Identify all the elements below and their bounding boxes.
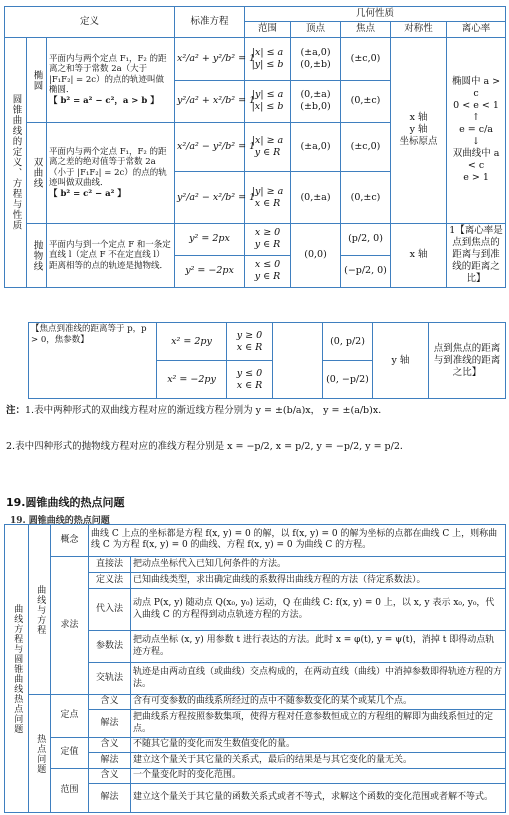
t3-fixed-val: 定值 xyxy=(51,738,89,769)
t3-direct: 直接法 xyxy=(89,556,131,572)
ellipse-vertex2b: (±b,0) xyxy=(300,101,331,113)
hyperbola-range2b: x ∈ R xyxy=(254,197,281,209)
table2-note: 【焦点到准线的距离等于 p，p > 0，焦参数】 xyxy=(31,324,147,345)
header-geometry: 几何性质 xyxy=(245,7,506,22)
parabola-focus1: (p/2, 0) xyxy=(341,223,391,255)
ellipse-focus1: (±c,0) xyxy=(341,37,391,80)
parabola-focus2: (−p/2, 0) xyxy=(341,255,391,287)
t3-inter-text: 轨迹是由两动直线（或曲线）交点构成的，在两动直线（曲线）中消掉参数即得轨迹方程的方法。 xyxy=(131,663,506,695)
table2-range1-cell xyxy=(227,323,273,361)
table2-focus1: (0, p/2) xyxy=(323,323,373,361)
t3-define-text: 已知曲线类型，求出确定曲线的系数得出曲线方程的方法（待定系数法）。 xyxy=(131,572,506,588)
parabola-range2b: y ∈ R xyxy=(254,271,281,283)
ellipse-label: 椭圆 xyxy=(31,69,43,91)
hyperbola-vertex1: (±a,0) xyxy=(291,123,341,172)
parabola-label-cell xyxy=(27,223,47,287)
ellipse-range2b: |x| ≤ b xyxy=(251,101,284,113)
t3-direct-text: 把动点坐标代入已知几何条件的方法。 xyxy=(131,556,506,572)
t3-curve-eq: 曲线与方程 xyxy=(35,584,46,635)
t3-param-text: 把动点坐标 (x, y) 用参数 t 进行表达的方法。此时 x = φ(t), y = ψ(t)，消掉 t 即得动点轨迹方程。 xyxy=(131,631,506,663)
hyperbola-label-cell xyxy=(27,123,47,223)
parabola-label: 抛物线 xyxy=(31,239,43,272)
table2-symmetry: y 轴 xyxy=(373,323,429,399)
parabola-symmetry: x 轴 xyxy=(391,223,447,287)
hyperbola-label: 双曲线 xyxy=(31,157,43,189)
hyperbola-focus2: (0,±c) xyxy=(341,172,391,223)
hyperbola-focus1: (±c,0) xyxy=(341,123,391,172)
t3-sub: 代入法 xyxy=(89,588,131,631)
t3-hot-cell xyxy=(29,695,51,813)
ellipse-vertex1-cell xyxy=(291,37,341,80)
ellipse-range2-cell xyxy=(245,80,291,123)
side-label: 圆锥曲线的定义、方程与性质 xyxy=(10,94,22,231)
hyperbola-range2: |y| ≥ a xyxy=(251,185,284,197)
t3-rg-meaning: 一个量变化时的变化范围。 xyxy=(131,768,506,783)
conic-properties-table xyxy=(4,6,506,288)
eccentricity-text: 椭圆中 a > c 0 < e < 1 ↑ e = c/a ↓ 双曲线中 a < c e > 1 xyxy=(447,37,506,223)
note-1-text: 1.表中两种形式的双曲线方程对应的渐近线方程分别为 y = ±(b/a)x， y = ±(a/b)x． xyxy=(25,405,388,416)
parabola-vertex: (0,0) xyxy=(291,223,341,287)
parabola-eq2: y² = −2px xyxy=(175,255,245,287)
hyperbola-vertex2: (0,±a) xyxy=(291,172,341,223)
header-focus: 焦点 xyxy=(341,22,391,37)
parabola-definition: 平面内与到一个定点 F 和一条定直线 l（定点 F 不在定直线 l）距离相等的点的轨迹是抛物线． xyxy=(49,239,171,271)
ellipse-definition-cell xyxy=(47,37,175,123)
header-standard-eq: 标准方程 xyxy=(175,7,245,38)
hyperbola-range1: |x| ≥ a xyxy=(251,135,284,147)
ellipse-vertex1: (±a,0) xyxy=(300,46,331,58)
ellipse-range1: |x| ≤ a xyxy=(251,46,284,58)
section-title: 19.圆锥曲线的热点问题 xyxy=(6,496,125,509)
table2-range2-cell xyxy=(227,361,273,399)
t3-concept-text: 曲线 C 上点的坐标都是方程 f(x, y) = 0 的解，以 f(x, y) = 0 的解为坐标的点都在曲线 C 上，则称曲线 C 为方程 f(x, y) = 0 的曲线、方程 f(x, y) = 0 为曲线 C 的方程。 xyxy=(89,525,506,557)
table2-range1b: x ∈ R xyxy=(236,341,263,353)
t3-side-cell xyxy=(5,525,29,813)
t3-fixed-pt: 定点 xyxy=(51,695,89,738)
t3-sub-text: 动点 P(x, y) 随动点 Q(x₀, y₀) 运动，Q 在曲线 C: f(x, y) = 0 上，以 x, y 表示 x₀, y₀，代入曲线 C 的方程得到动点轨迹方程的方法。 xyxy=(131,588,506,631)
hyperbola-definition: 平面内与两个定点 F₁，F₂ 的距离之差的绝对值等于常数 2a（小于 |F₁F₂| = 2c）的点的轨迹叫做双曲线． xyxy=(49,146,167,189)
t3-fv-meaning-label: 含义 xyxy=(89,738,131,753)
note-1 xyxy=(6,404,504,418)
ellipse-label-cell xyxy=(27,37,47,123)
t3-range: 范围 xyxy=(51,768,89,812)
ellipse-vertex2: (0,±a) xyxy=(300,89,331,101)
parabola-ecc: 1【离心率是点到焦点的距离与到准线的距离之比】 xyxy=(447,223,506,287)
header-eccentricity: 离心率 xyxy=(447,22,506,37)
hot-problems-table xyxy=(4,524,506,813)
hyperbola-range1b: y ∈ R xyxy=(254,147,281,159)
parabola-y-table xyxy=(28,322,506,399)
t3-define: 定义法 xyxy=(89,572,131,588)
parabola-range1b: y ∈ R xyxy=(254,239,281,251)
header-range: 范围 xyxy=(245,22,291,37)
note-2: 2.表中四种形式的抛物线方程对应的准线方程分别是 x = −p/2, x = p/2, y = −p/2, y = p/2． xyxy=(6,441,410,452)
hyperbola-definition-cell xyxy=(47,123,175,223)
hyperbola-eq2: y²/a² − x²/b² = 1 xyxy=(175,172,245,223)
cut-off-title: 19. 圆锥曲线的热点问题 xyxy=(10,516,110,526)
t3-curve-eq-cell xyxy=(29,525,51,695)
t3-hot: 热点问题 xyxy=(35,733,46,774)
ellipse-eq1: x²/a² + y²/b² = 1 xyxy=(175,37,245,80)
t3-fp-solution-label: 解法 xyxy=(89,710,131,738)
ellipse-vertex2-cell xyxy=(291,80,341,123)
parabola-range2-cell xyxy=(245,255,291,287)
t3-rg-meaning-label: 含义 xyxy=(89,768,131,783)
table2-note-cell xyxy=(29,323,157,399)
hyperbola-relation: 【 b² = c² − a² 】 xyxy=(49,188,126,199)
ellipse-range2: |y| ≤ a xyxy=(251,89,284,101)
table2-eq2: x² = −2py xyxy=(157,361,227,399)
table2-range1: y ≥ 0 xyxy=(236,329,263,341)
t3-fv-solution-label: 解法 xyxy=(89,753,131,768)
t3-fv-solution: 建立这个量关于其它量的关系式，最后的结果是与其它变化的量无关。 xyxy=(131,753,506,768)
side-label-cell xyxy=(5,37,27,287)
ellipse-range1b: |y| ≤ b xyxy=(251,58,284,70)
t3-side-label: 曲线方程与圆锥曲线热点问题 xyxy=(12,603,23,734)
header-vertex: 顶点 xyxy=(291,22,341,37)
t3-fp-meaning-label: 含义 xyxy=(89,695,131,710)
t3-param: 参数法 xyxy=(89,631,131,663)
parabola-definition-cell xyxy=(47,223,175,287)
ellipse-range1-cell xyxy=(245,37,291,80)
parabola-range2: x ≤ 0 xyxy=(254,259,281,271)
parabola-range1: x ≥ 0 xyxy=(254,227,281,239)
t3-rg-solution: 建立这个量关于其它量的函数关系式或者不等式，求解这个函数的变化范围或者解不等式。 xyxy=(131,784,506,813)
table2-ecc: 点到焦点的距离与到准线的距离之比】 xyxy=(429,323,506,399)
ellipse-eq2: y²/a² + x²/b² = 1 xyxy=(175,80,245,123)
header-definition: 定义 xyxy=(5,7,175,38)
parabola-eq1: y² = 2px xyxy=(175,223,245,255)
ellipse-vertex1b: (0,±b) xyxy=(300,58,331,70)
hyperbola-eq1: x²/a² − y²/b² = 1 xyxy=(175,123,245,172)
t3-fp-meaning: 含有可变参数的曲线系所经过的点中不随参数变化的某个或某几个点。 xyxy=(131,695,506,710)
table2-focus2: (0, −p/2) xyxy=(323,361,373,399)
table2-vertex-cell xyxy=(273,323,323,399)
t3-rg-solution-label: 解法 xyxy=(89,784,131,813)
table2-range2b: x ∈ R xyxy=(236,379,263,391)
ellipse-relation: 【 b² = a² − c²，a > b 】 xyxy=(49,95,159,106)
symmetry-mid: x 轴 y 轴 坐标原点 xyxy=(391,37,447,223)
t3-inter: 交轨法 xyxy=(89,663,131,695)
note-label: 注： xyxy=(6,405,26,416)
ellipse-definition: 平面内与两个定点 F₁，F₂ 的距离之和等于常数 2a（大于 |F₁F₂| = 2c）的点的轨迹叫做椭圆． xyxy=(49,53,167,96)
table2-eq1: x² = 2py xyxy=(157,323,227,361)
t3-fp-solution: 把曲线系方程按照参数集项，使得方程对任意参数恒成立的方程组的解即为曲线系恒过的定点。 xyxy=(131,710,506,738)
header-symmetry: 对称性 xyxy=(391,22,447,37)
t3-method: 求法 xyxy=(51,556,89,694)
t3-fv-meaning: 不随其它量的变化而发生数值变化的量。 xyxy=(131,738,506,753)
ellipse-focus2: (0,±c) xyxy=(341,80,391,123)
t3-concept: 概念 xyxy=(51,525,89,557)
table2-range2: y ≤ 0 xyxy=(236,367,263,379)
parabola-range1-cell xyxy=(245,223,291,255)
